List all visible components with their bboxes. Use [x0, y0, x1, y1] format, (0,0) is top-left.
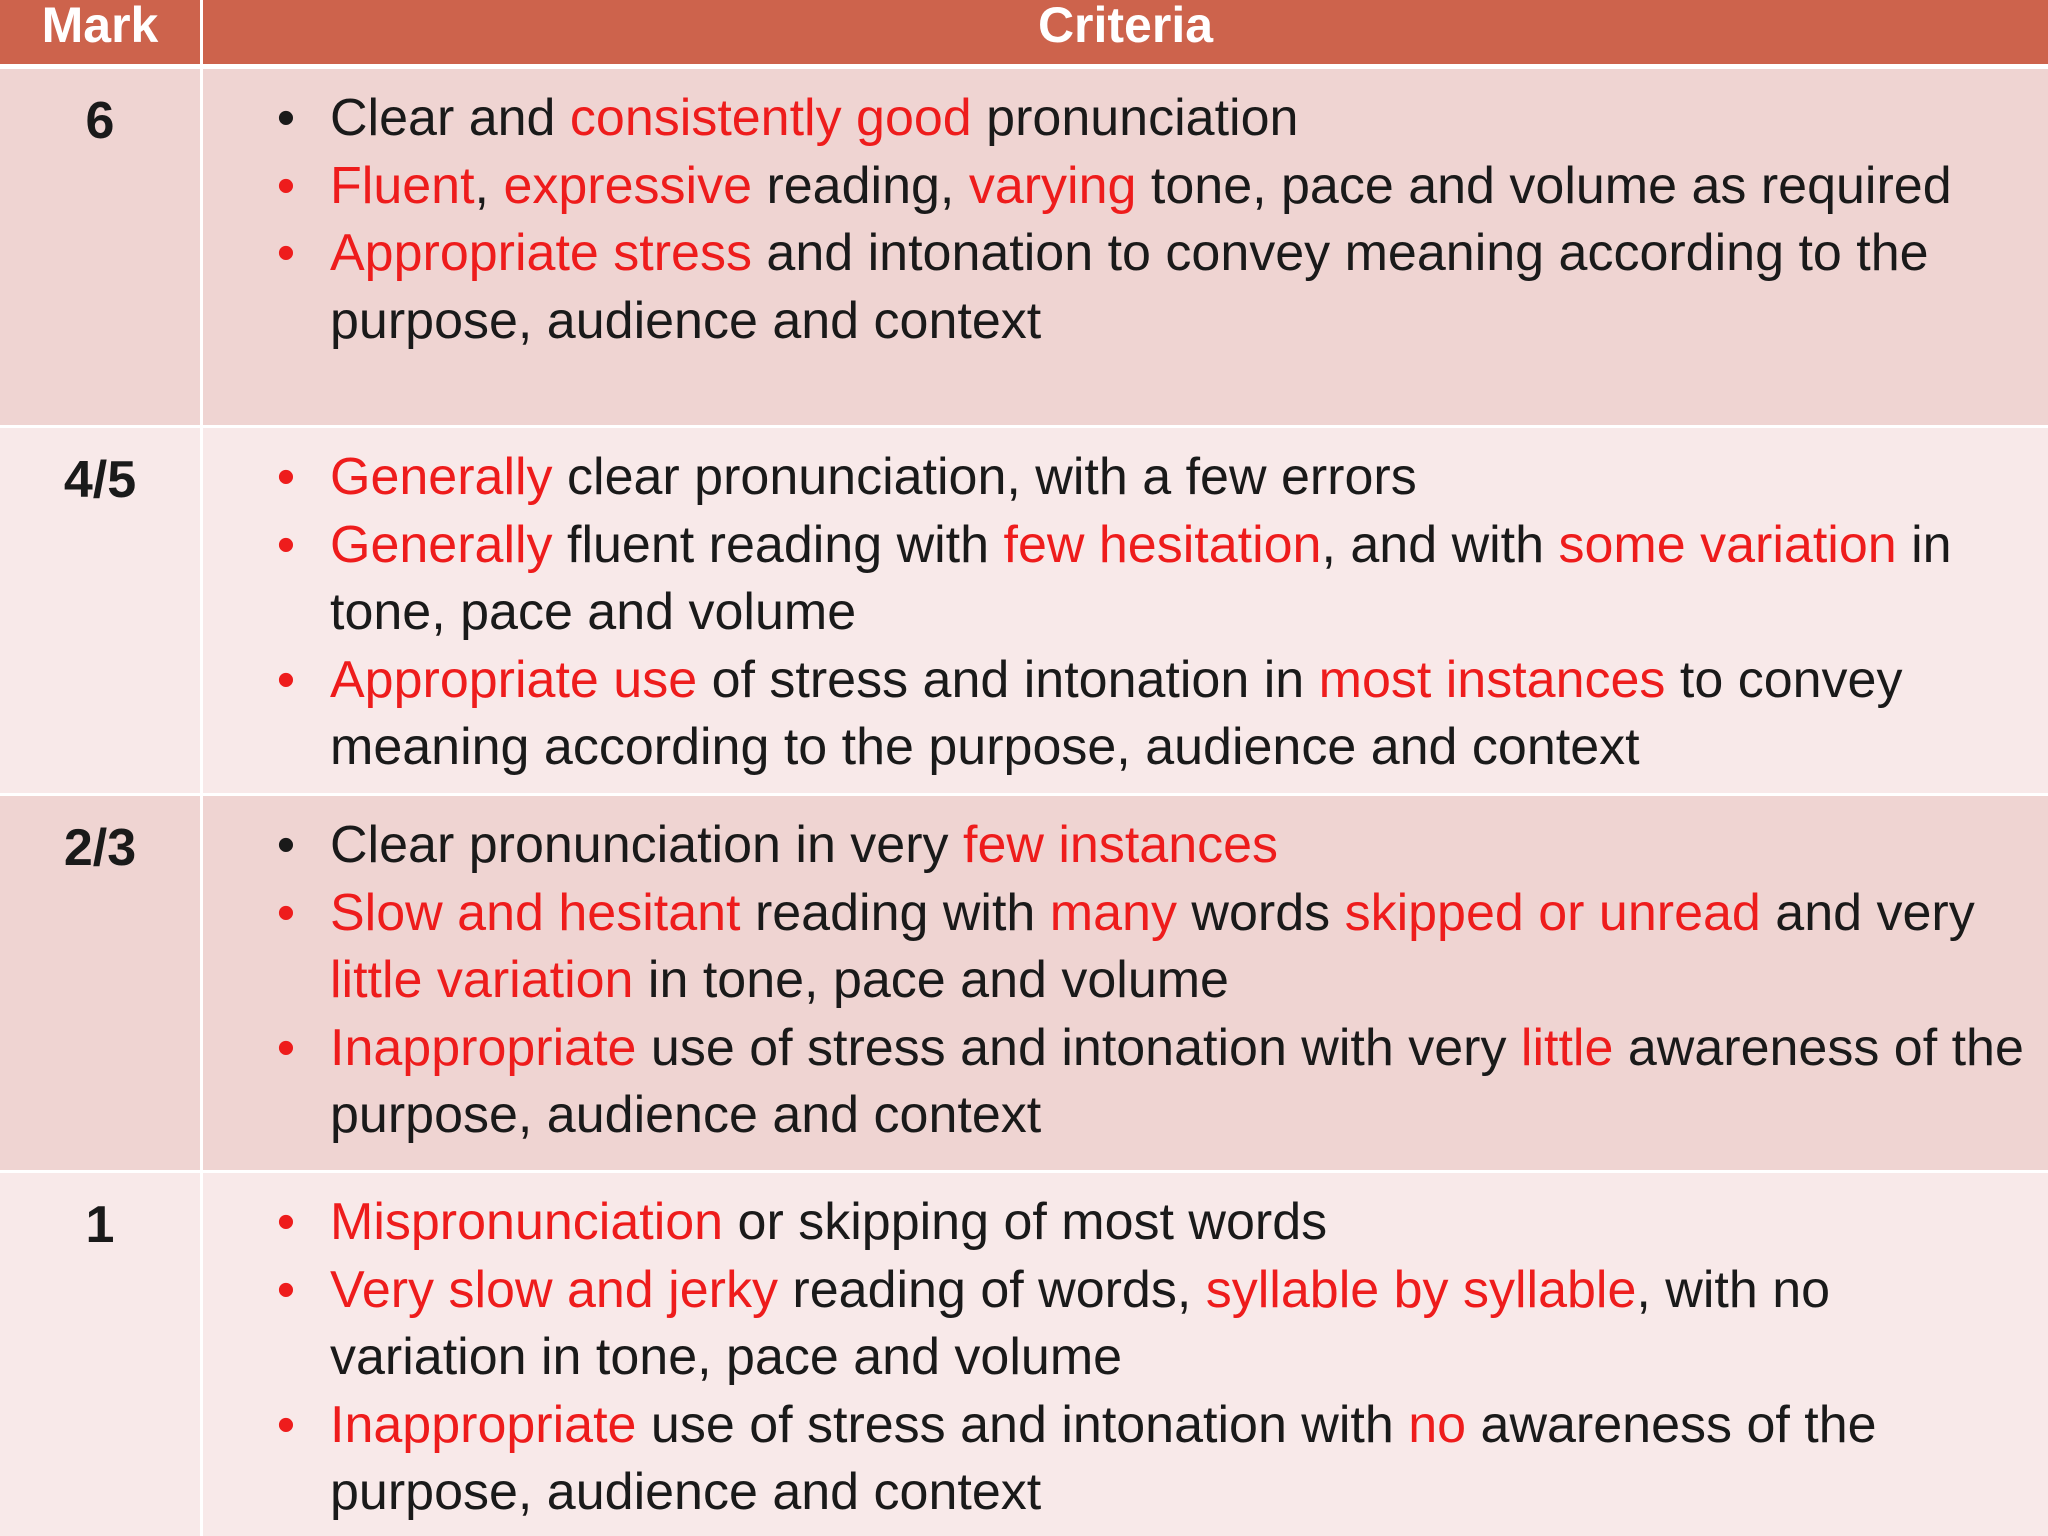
emphasis-text: Very slow and jerky	[330, 1260, 778, 1319]
criteria-text: fluent reading with	[552, 515, 1004, 574]
bullet-dot-icon: •	[276, 1018, 296, 1077]
emphasis-text: skipped or unread	[1344, 883, 1761, 942]
table-row-mark-2-3	[0, 796, 2048, 1170]
criteria-text: or skipping of most words	[723, 1193, 1328, 1251]
criteria-bullet	[266, 220, 2028, 355]
emphasis-text: expressive	[503, 156, 752, 215]
emphasis-text: little variation	[330, 951, 634, 1009]
criteria-bullet	[266, 85, 2028, 153]
bullet-dot-icon: •	[276, 448, 296, 506]
criteria-text: Clear pronunciation in very	[330, 816, 963, 874]
criteria-bullet	[266, 647, 2028, 782]
criteria-text: reading of words,	[777, 1260, 1206, 1319]
emphasis-text: no	[1408, 1395, 1467, 1454]
mark-cell	[0, 796, 200, 1170]
mark-cell	[0, 1173, 200, 1536]
criteria-cell	[203, 428, 2048, 793]
criteria-text: clear pronunciation, with a few errors	[552, 448, 1417, 506]
header-criteria: Criteria	[203, 0, 2048, 64]
criteria-text: in tone, pace and volume	[330, 515, 1952, 641]
bullet-dot-icon: •	[276, 1193, 296, 1251]
emphasis-text: few instances	[963, 816, 1279, 874]
criteria-list	[266, 85, 2028, 355]
criteria-text: ,	[474, 156, 504, 215]
bullet-dot-icon: •	[276, 650, 296, 709]
emphasis-text: little	[1520, 1018, 1614, 1077]
emphasis-text: Generally	[330, 448, 553, 506]
emphasis-text: consistently good	[569, 89, 972, 147]
table-row-mark-4-5	[0, 428, 2048, 793]
criteria-text: words	[1176, 883, 1345, 942]
criteria-text: , with no variation in tone, pace and volume	[330, 1260, 1831, 1386]
criteria-text: to convey meaning according to the purpose, audience and context	[330, 650, 1903, 776]
emphasis-text: Generally	[330, 515, 553, 574]
bullet-dot-icon: •	[276, 1395, 296, 1454]
criteria-text: and very	[1760, 883, 1975, 942]
criteria-cell	[203, 796, 2048, 1170]
criteria-text: use of stress and intonation with very	[636, 1018, 1521, 1077]
criteria-text: awareness of the purpose, audience and context	[330, 1395, 1877, 1521]
criteria-bullet	[266, 1257, 2028, 1392]
bullet-dot-icon: •	[276, 515, 296, 574]
criteria-bullet	[266, 880, 2028, 1015]
criteria-text: reading,	[752, 156, 969, 215]
criteria-bullet	[266, 1392, 2028, 1527]
emphasis-text: Inappropriate	[330, 1018, 637, 1077]
emphasis-text: some variation	[1558, 515, 1897, 574]
bullet-dot-icon: •	[276, 1260, 296, 1319]
criteria-bullet	[266, 812, 2028, 880]
mark-value: 2/3	[63, 819, 137, 877]
emphasis-text: Appropriate use	[330, 650, 698, 709]
bullet-dot-icon: •	[276, 883, 296, 942]
emphasis-text: syllable by syllable	[1205, 1260, 1637, 1319]
mark-cell	[0, 428, 200, 793]
emphasis-text: most instances	[1318, 650, 1666, 709]
table-header	[0, 0, 2048, 64]
criteria-bullet	[266, 153, 2028, 221]
table-row-mark-6	[0, 69, 2048, 425]
mark-value: 4/5	[63, 451, 137, 509]
criteria-text: pronunciation	[971, 89, 1299, 147]
criteria-text: and intonation to convey meaning according to the purpose, audience and context	[330, 224, 1929, 350]
emphasis-text: Inappropriate	[330, 1395, 637, 1454]
bullet-dot-icon: •	[276, 89, 296, 147]
criteria-bullet	[266, 1189, 2028, 1257]
criteria-list	[266, 444, 2028, 782]
header-mark: Mark	[0, 0, 200, 64]
emphasis-text: Fluent	[330, 156, 475, 215]
criteria-text: awareness of the purpose, audience and context	[330, 1018, 2024, 1144]
emphasis-text: few hesitation	[1003, 515, 1322, 574]
emphasis-text: Appropriate stress	[330, 224, 752, 282]
criteria-cell	[203, 1173, 2048, 1536]
bullet-dot-icon: •	[276, 816, 296, 874]
criteria-text: of stress and intonation in	[697, 650, 1319, 709]
criteria-text: , and with	[1321, 515, 1559, 574]
emphasis-text: many	[1049, 883, 1177, 942]
bullet-dot-icon: •	[276, 224, 296, 282]
criteria-list	[266, 812, 2028, 1150]
criteria-list	[266, 1189, 2028, 1527]
emphasis-text: varying	[968, 156, 1137, 215]
criteria-text: tone, pace and volume as required	[1136, 156, 1952, 215]
mark-value: 6	[85, 92, 115, 150]
emphasis-text: Mispronunciation	[330, 1193, 724, 1251]
emphasis-text: Slow and hesitant	[330, 883, 741, 942]
bullet-dot-icon: •	[276, 156, 296, 215]
table-row-mark-1	[0, 1173, 2048, 1536]
mark-cell	[0, 69, 200, 425]
criteria-text: use of stress and intonation with	[636, 1395, 1409, 1454]
criteria-text: in tone, pace and volume	[633, 951, 1229, 1009]
criteria-text: reading with	[740, 883, 1050, 942]
criteria-bullet	[266, 444, 2028, 512]
criteria-text: Clear and	[330, 89, 570, 147]
criteria-bullet	[266, 1015, 2028, 1150]
criteria-bullet	[266, 512, 2028, 647]
criteria-cell	[203, 69, 2048, 425]
mark-value: 1	[85, 1196, 115, 1254]
